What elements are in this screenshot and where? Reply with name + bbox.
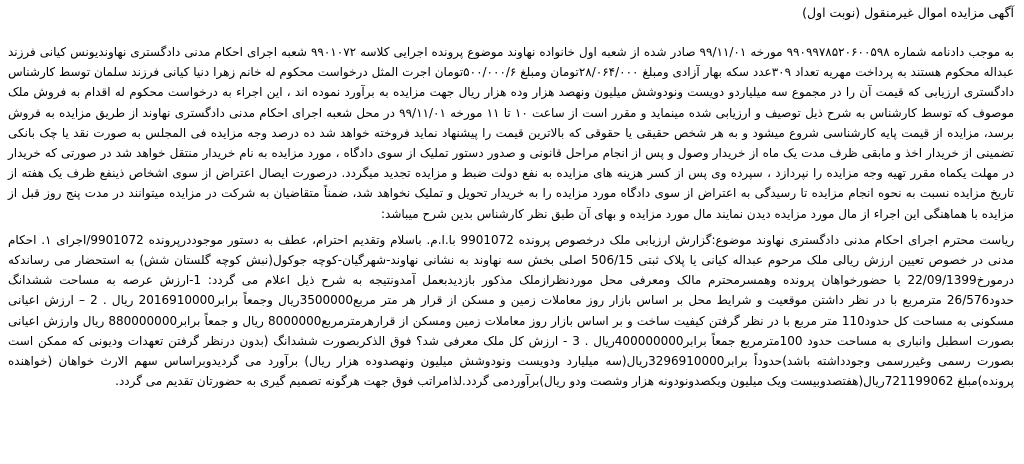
notice-paragraph-expert-report: ریاست محترم اجرای احکام مدنی دادگستری نهاوند موضوع:گزارش ارزیابی ملک درخصوص پرونده 9901072 با.ا.م. باسلام وتقدیم احترام، عطف به دستور موجوددرپرونده 9901072/اجرای ۱. احکام مدنی در خصوص تعیین ارزش ریالی ملک مرحوم عبداله کیانی یا پلاک ثبتی 506/15 اصلی بخش سه نهاوند به نشانی نهاوند-شهرگیان-کوچه جوکول(نبش کوچه گلستان شش) به استحضار می رساندکه درمورخ22/09/1399 با حضورخواهان پرونده وهمسرمحترم مالک ومعرفی محل موردنظرازملک مذکور بازدیدبعمل آمدونتیجه به شرح ذیل اعلام می گردد: 1-ارزش عرصه به مساحت ششدانگ حدود26/576 مترمربع با در نظر داشتن موقعیت و شرایط محل بر اساس بازار روز معاملات زمین و مسکن از قرار هر متر مربع3500000ریال وجمعاً برابر2016910000 ریال . 2 – ارزش اعیانی مسکونی به مساحت کل حدود110 متر مربع با در نظر گرفتن کیفیت ساخت و بر اساس بازار روز معاملات زمین ومسکن از قرارهرمترمربع8000000 ریال و جمعاً برابر880000000 ریال وارزش اعیانی بصورت اسطبل وانباری به مساحت حدود 100مترمربع جمعاً برابر400000000ریال . 3 - ارزش کل ملک معرفی شد؟ فوق الذکربصورت ششدانگ (بدون درنظر گرفتن تعهدات ودیونی که ممکن است بصورت رسمی وغیررسمی وجودداشته باشد)حدوداً برابر3296910000ریال(سه میلیارد ودویست ونودوشش میلیون ونهصدوده هزار ریال) برآورد می گردیدوبراساس سهم الارث خواهان (خواهنده پرونده)مبلغ 721199062ریال(هفتصدوبیست ویک میلیون ویکصدونودونه هزار وشصت ودو ریال)برآوردمی گردد.لذامراتب فوق جهت هرگونه تصمیم گیری به حضورتان تقدیم می گردد. <box>8 232 1015 389</box>
notice-title: آگهی مزایده اموال غیرمنقول (نوبت اول) <box>802 5 1014 20</box>
auction-notice <box>6 4 1016 460</box>
notice-paragraph-main: به موجب دادنامه شماره ۹۹۰۹۹۷۸۵۲۰۶۰۰۵۹۸ مورخه ۹۹/۱۱/۰۱ صادر شده از شعبه اول خانواده نهاوند موضوع پرونده اجرایی کلاسه ۹۹۰۱۰۷۲ شعبه اجرای احکام مدنی دادگستری نهاوندیونس کیانی فرزند عبداله محکوم هستند به پرداخت مهریه تعداد ۳۰۹عدد سکه بهار آزادی ومبلغ ۲۸/۰۶۴/۰۰۰تومان ومبلغ ۵۰۰/۰۰۰/۶تومان اجرت المثل درخواست محکوم له خانم زهرا دنیا کیانی فرزند سلمان توسط کارشناس دادگستری ارزیابی که قیمت آن را در مجموع سه میلیاردو دویست ونودوشش میلیون ونهصد هزار وده هزار ریال جهت مزایده به برآورد نموده اند ، این اجراء به درخواست محکوم له اقدام به فروش ملک موصوف که توسط کارشناس به شرح ذیل توصیف و ارزیابی شده مینماید و مقرر است از ساعت ۱۰ تا ۱۱ مورخه ۹۹/۱۱/۰۱ در محل شعبه اجرای احکام مدنی دادگستری نهاوند از طریق مزایده به فروش برسد، مزایده از قیمت پایه کارشناسی شروع میشود و به هر شخص حقیقی یا حقوقی که بالاترین قیمت را پیشنهاد نماید فروخته خواهد شد ده درصد وجه مزایده فی المجلس به صورت نقد یا چک بانکی تضمینی از خریدار اخذ و مابقی ظرف مدت یک ماه از خریدار وصول و پس از انجام مراحل قانونی و صدور دستور تملیک از سوی دادگاه ، مورد مزایده به نام خریدار منتقل خواهد شد در صورتی که خریدار در مهلت یکماه مقرر تهیه وجه مزایده را نپردازد ، سپرده وی پس از کسر هزینه های مزایده به نفع دولت ضبط و مزایده تجدید میگردد. درصورت ایصال اعتراض از سوی اشخاص ذینفع ظرف یک هفته از تاریخ مزایده نسبت به نحوه انجام مزایده تا رسیدگی به اعتراض از سوی دادگاه مورد مزایده را به خریدار تحویل و تملیک نخواهد شد، ضمناً متقاضیان به شرکت در مزایده میتوانند در مدت پنج روز قبل از مزایده با هماهنگی این اجراء از مال مورد مزایده دیدن نمایند مال مورد مزایده و بهای آن طبق نظر کارشناس بدین شرح میباشد: <box>8 45 1015 221</box>
